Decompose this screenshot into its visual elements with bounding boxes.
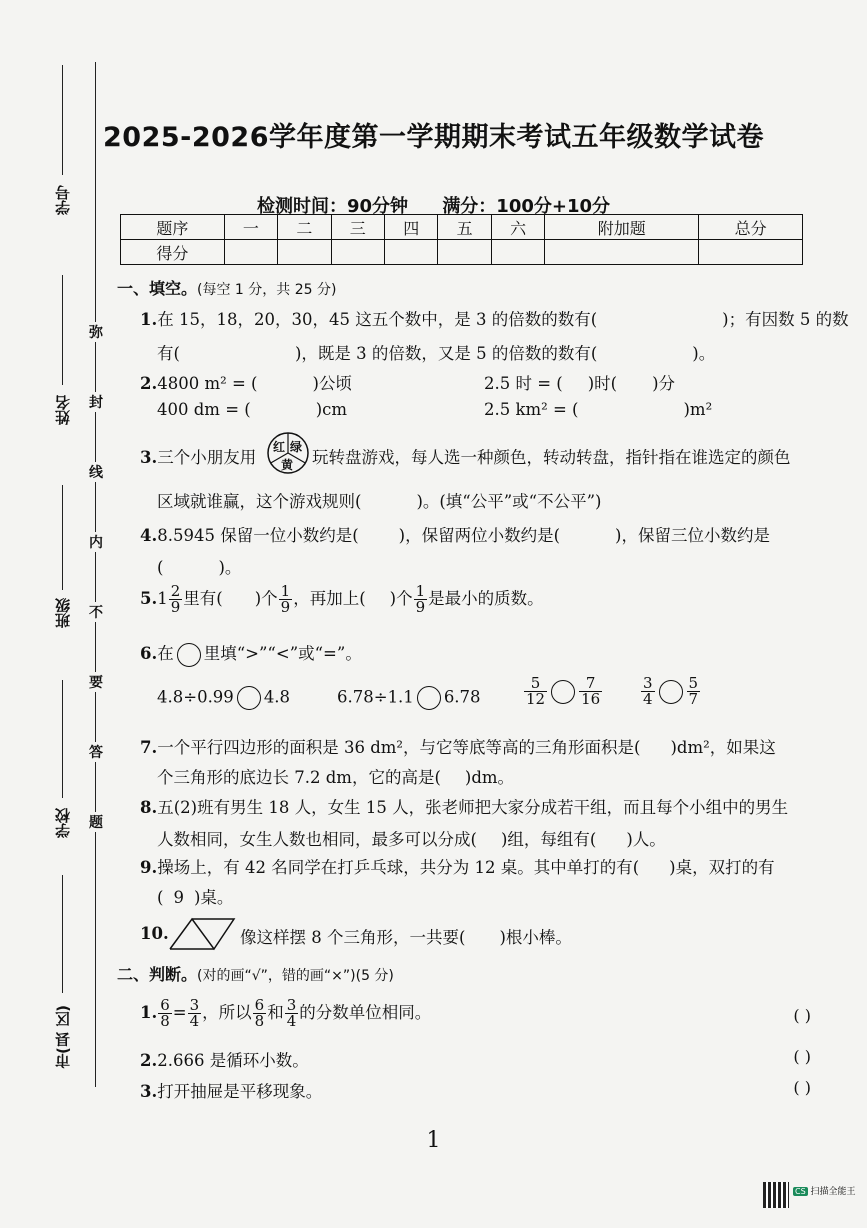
header-cell: 二 (278, 215, 331, 240)
q8-text: 人数相同，女生人数也相同，最多可以分成( (157, 830, 477, 849)
question-number: 6. (140, 644, 158, 663)
q2-text: )m² (683, 400, 713, 419)
header-cell: 四 (385, 215, 438, 240)
compare-left: 4.8÷0.99 (157, 687, 234, 707)
numerator: 6 (160, 996, 170, 1014)
q8-text: )组，每组有( (500, 830, 597, 849)
header-cell: 六 (491, 215, 544, 240)
q3-line1 (140, 444, 256, 468)
q1-line1 (140, 306, 849, 330)
q2-line1b (484, 370, 675, 394)
compare-right: 6.78 (443, 687, 481, 707)
q2-text: )分 (652, 374, 676, 393)
j1-text: ，所以 (202, 1003, 252, 1022)
fraction (524, 676, 547, 707)
fraction (253, 998, 267, 1029)
name-underline (62, 275, 63, 385)
j1-text: 和 (267, 1003, 284, 1022)
q10-text: )根小棒。 (499, 928, 572, 947)
seal-char: 弥 (86, 322, 106, 342)
numerator: 5 (688, 674, 699, 692)
judge-paren[interactable]: ( ) (793, 1006, 811, 1025)
q9-text: )桌。 (193, 888, 234, 907)
q1-text: 有( (157, 344, 180, 363)
q6-item2 (337, 686, 481, 710)
fraction (188, 998, 202, 1029)
cs-logo-icon: CS (795, 1187, 806, 1196)
q3-line1b (312, 444, 791, 468)
q5-text: )个 (389, 589, 413, 608)
score-table-row (121, 240, 803, 265)
q9-line1 (140, 854, 775, 878)
question-number: 2. (140, 1051, 158, 1070)
compare-circle[interactable] (417, 686, 441, 710)
q8-text: 五(2)班有男生 18 人，女生 15 人，张老师把大家分成若干组，而且每个小组中的男生 (157, 798, 789, 817)
header-cell: 题序 (121, 215, 225, 240)
numerator: 2 (170, 582, 181, 600)
score-table-header (121, 215, 803, 240)
compare-left: 6.78÷1.1 (337, 687, 414, 707)
q2-text: 2.5 时 = ( (484, 374, 563, 393)
q3-line2 (157, 488, 602, 512)
q1-text: )，既是 3 的倍数，又是 5 的倍数的数有( (294, 344, 598, 363)
mixed-whole: 1 (157, 589, 168, 608)
score-cell[interactable] (438, 240, 491, 265)
question-number: 2. (140, 374, 158, 393)
answer-filled: 9 (173, 888, 184, 907)
score-cell[interactable] (491, 240, 544, 265)
question-number: 10. (140, 924, 169, 943)
q8-line1 (140, 794, 788, 818)
score-cell[interactable] (278, 240, 331, 265)
q1-text: 在 15，18，20，30，45 这五个数中，是 3 的倍数的数有( (157, 310, 598, 329)
q8-text: )人。 (626, 830, 666, 849)
q4-line1 (140, 522, 770, 546)
j2-line (140, 1047, 309, 1071)
seal-char: 内 (86, 532, 106, 552)
q2-text: 4800 m² = ( (157, 374, 258, 393)
question-number: 9. (140, 858, 158, 877)
school-underline (62, 680, 63, 798)
q4-text: )。 (218, 558, 242, 577)
numerator: 1 (415, 582, 426, 600)
header-cell: 三 (331, 215, 384, 240)
q9-text: 操场上，有 42 名同学在打乒乓球，共分为 12 桌。其中单打的有( (157, 858, 640, 877)
q6-item1 (157, 686, 290, 710)
q5-line (140, 584, 544, 615)
spinner-icon (266, 431, 310, 475)
numerator: 3 (643, 674, 653, 692)
question-number: 3. (140, 1082, 158, 1101)
class-label: 班级 (54, 598, 72, 628)
section1-title: 一、填空。 (117, 279, 198, 298)
scanner-name: 扫描全能王 (810, 1187, 856, 1197)
q10-line (140, 924, 169, 943)
question-number: 5. (140, 589, 158, 608)
q1-text: )；有因数 5 的数 (722, 310, 849, 329)
city-underline (62, 875, 63, 993)
numerator: 7 (579, 676, 602, 692)
seal-char: 要 (86, 672, 106, 692)
name-label: 姓名 (54, 395, 72, 425)
section1-heading (117, 276, 336, 299)
q9-text: ( (157, 888, 164, 907)
q8-line2 (157, 826, 666, 850)
page-number: 1 (426, 1128, 441, 1153)
q3-text: 区域就谁赢，这个游戏规则( (157, 492, 362, 511)
student-id-label: 学号 (54, 185, 72, 215)
q7-text: 个三角形的底边长 7.2 dm，它的高是( (157, 768, 441, 787)
q7-text: 一个平行四边形的面积是 36 dm²，与它等底等高的三角形面积是( (157, 738, 641, 757)
school-label: 学校 (54, 808, 72, 838)
q4-text: )，保留两位小数约是( (398, 526, 561, 545)
numerator: 3 (286, 996, 297, 1014)
q1-line2 (157, 340, 715, 364)
fraction (169, 584, 183, 615)
judge-paren[interactable]: ( ) (793, 1047, 811, 1066)
fraction (414, 584, 428, 615)
score-cell[interactable] (545, 240, 699, 265)
q6-item3 (523, 676, 603, 707)
section2-heading (117, 962, 394, 985)
denominator: 9 (280, 598, 291, 616)
j2-text: 2.666 是循环小数。 (157, 1051, 309, 1070)
q10-text-line (240, 924, 572, 948)
class-underline (62, 485, 63, 590)
spinner-red: 红 (273, 440, 286, 454)
denominator: 4 (643, 690, 653, 708)
header-cell: 附加题 (545, 215, 699, 240)
j3-line (140, 1078, 322, 1102)
q2-line2b (484, 400, 712, 419)
q10-text: 像这样摆 8 个三角形，一共要( (240, 928, 466, 947)
score-cell[interactable] (224, 240, 277, 265)
denominator: 9 (415, 598, 426, 616)
q4-text: ( (157, 558, 164, 577)
judge-paren[interactable]: ( ) (793, 1078, 811, 1097)
q3-text: 玩转盘游戏，每人选一种颜色，转动转盘，指针指在谁选定的颜色 (312, 448, 791, 467)
section1-note: (每空 1 分，共 25 分) (197, 282, 337, 298)
question-number: 1. (140, 310, 158, 329)
equals-sign: = (172, 1003, 187, 1022)
fraction (579, 676, 602, 707)
q6-line1 (140, 640, 362, 667)
qr-code-icon (763, 1182, 789, 1208)
compare-right: 4.8 (263, 687, 291, 707)
numerator: 1 (280, 582, 291, 600)
question-number: 3. (140, 448, 158, 467)
score-table (120, 214, 803, 265)
denominator: 8 (160, 1012, 170, 1030)
q2-text: )cm (315, 400, 348, 419)
city-label: 市(县 区) (54, 1005, 72, 1069)
numerator: 6 (254, 996, 265, 1014)
numerator: 5 (524, 676, 547, 692)
q5-text: )个 (254, 589, 278, 608)
q2-text: )公顷 (312, 374, 352, 393)
question-number: 4. (140, 526, 158, 545)
denominator: 7 (688, 690, 699, 708)
q5-text: ，再加上( (293, 589, 366, 608)
denominator: 9 (170, 598, 181, 616)
denominator: 4 (286, 1012, 297, 1030)
q9-line2 (157, 884, 233, 908)
seal-char: 不 (86, 602, 106, 622)
q2-text: 400 dm = ( (157, 400, 251, 419)
q6-text: 里填“>”“<”或“=”。 (203, 644, 362, 663)
exam-title: 2025-2026学年度第一学期期末考试五年级数学试卷 (103, 122, 764, 153)
scanner-watermark (793, 1184, 856, 1197)
compare-circle[interactable] (237, 686, 261, 710)
seal-char: 题 (86, 812, 106, 832)
section2-title: 二、判断。 (117, 965, 198, 984)
row-label: 得分 (121, 240, 225, 265)
q2-text: 2.5 km² = ( (484, 400, 579, 419)
fraction (641, 676, 655, 707)
q5-text: 里有( (183, 589, 223, 608)
q4-text: )，保留三位小数约是 (615, 526, 770, 545)
full-score: 满分：100分+10分 (442, 196, 611, 217)
seal-char: 封 (86, 392, 106, 412)
q6-text: 在 (157, 644, 174, 663)
question-number: 1. (140, 1003, 158, 1022)
compare-circle-icon (177, 643, 201, 667)
q7-line2 (157, 764, 514, 788)
q2-text: )时( (587, 374, 618, 393)
compare-circle[interactable] (551, 680, 575, 704)
spinner-yellow: 黄 (281, 458, 294, 472)
numerator: 3 (189, 996, 200, 1014)
q5-text: 是最小的质数。 (428, 589, 544, 608)
q9-text: )桌，双打的有 (669, 858, 775, 877)
q6-item4 (640, 676, 701, 707)
q2-line1a (140, 370, 352, 394)
question-number: 8. (140, 798, 158, 817)
denominator: 4 (189, 1012, 200, 1030)
question-number: 7. (140, 738, 158, 757)
q7-line1 (140, 734, 776, 758)
fraction (158, 998, 172, 1029)
q2-line2a (157, 400, 347, 419)
seal-char: 线 (86, 462, 106, 482)
score-cell[interactable] (699, 240, 803, 265)
seal-char: 答 (86, 742, 106, 762)
q4-text: 8.5945 保留一位小数约是( (157, 526, 359, 545)
header-cell: 五 (438, 215, 491, 240)
denominator: 8 (254, 1012, 265, 1030)
q4-line2 (157, 554, 241, 578)
q3-text: 三个小朋友用 (157, 448, 257, 467)
j3-text: 打开抽屉是平移现象。 (157, 1082, 323, 1101)
j1-line (140, 998, 431, 1029)
j1-text: 的分数单位相同。 (299, 1003, 432, 1022)
q7-text: )dm²，如果这 (670, 738, 776, 757)
score-cell[interactable] (331, 240, 384, 265)
fraction (279, 584, 293, 615)
q3-text: )。(填“公平”或“不公平”) (416, 492, 602, 511)
header-cell: 一 (224, 215, 277, 240)
spinner-green: 绿 (290, 440, 303, 454)
fraction (687, 676, 701, 707)
header-cell: 总分 (699, 215, 803, 240)
compare-circle[interactable] (659, 680, 683, 704)
denominator: 12 (526, 690, 546, 708)
q7-text: )dm。 (464, 768, 515, 787)
exam-time: 检测时间：90分钟 (256, 196, 409, 217)
fraction (285, 998, 299, 1029)
section2-note: (对的画“√”，错的画“×”)(5 分) (197, 968, 394, 984)
q1-text: )。 (692, 344, 716, 363)
triangles-icon (168, 917, 236, 951)
denominator: 16 (581, 690, 601, 708)
score-cell[interactable] (385, 240, 438, 265)
